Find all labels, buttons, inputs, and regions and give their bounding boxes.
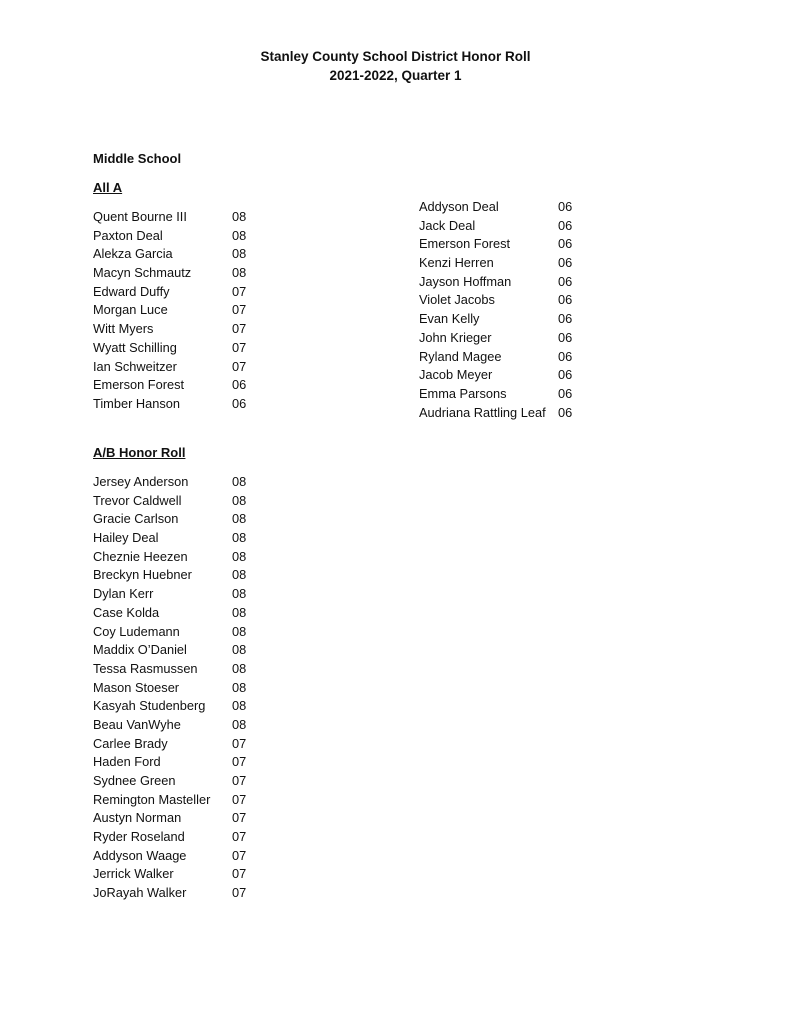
list-item (419, 404, 589, 423)
list-item (93, 376, 263, 395)
grade-level: 06 (558, 329, 573, 345)
grade-level: 07 (232, 339, 247, 355)
list-item (93, 320, 263, 339)
list-item (419, 291, 589, 310)
list-item (93, 208, 263, 227)
all-a-continued-list (419, 198, 589, 422)
list-item (93, 395, 263, 414)
grade-level: 06 (558, 311, 573, 327)
student-name: Morgan Luce (93, 302, 168, 318)
grade-level: 06 (558, 199, 573, 214)
list-item (93, 623, 263, 642)
grade-level: 06 (558, 385, 573, 401)
student-name: Macyn Schmautz (93, 265, 192, 281)
student-name: Mason Stoeser (93, 679, 180, 695)
grade-level: 08 (232, 679, 247, 695)
grade-level: 06 (558, 255, 573, 271)
student-name: Tessa Rasmussen (93, 660, 198, 676)
grade-level: 08 (232, 227, 247, 243)
student-name: Ryland Magee (419, 348, 502, 364)
student-name: Witt Myers (93, 321, 154, 337)
student-name: Hailey Deal (93, 530, 159, 546)
grade-level: 08 (232, 642, 247, 658)
title-line-2: 2021-2022, Quarter 1 (329, 68, 462, 83)
list-item (419, 329, 589, 348)
grade-level: 08 (232, 246, 247, 262)
student-name: Kasyah Studenberg (93, 698, 206, 714)
student-name: Trevor Caldwell (93, 492, 182, 508)
ab-honor-roll-list (93, 473, 263, 903)
grade-level: 08 (232, 660, 247, 676)
student-name: Cheznie Heezen (93, 548, 188, 564)
list-item (93, 772, 263, 791)
grade-level: 06 (558, 404, 573, 420)
list-item (93, 735, 263, 754)
student-name: Carlee Brady (93, 735, 168, 751)
list-item (419, 310, 589, 329)
grade-level: 07 (232, 358, 247, 374)
grade-level: 06 (558, 217, 573, 233)
list-item (419, 217, 589, 236)
grade-level: 06 (558, 273, 573, 289)
student-name: Ryder Roseland (93, 829, 185, 845)
student-name: Jerrick Walker (93, 866, 174, 882)
list-item (93, 301, 263, 320)
list-item (93, 865, 263, 884)
student-name: Emerson Forest (419, 236, 511, 252)
student-name: Timber Hanson (93, 395, 181, 411)
student-name: Violet Jacobs (419, 292, 495, 308)
student-name: Jersey Anderson (93, 474, 189, 489)
grade-level: 06 (558, 367, 573, 383)
grade-level: 06 (558, 236, 573, 252)
grade-level: 08 (232, 604, 247, 620)
all-a-list (93, 208, 263, 414)
student-name: Paxton Deal (93, 227, 163, 243)
heading-ab-honor-roll: A/B Honor Roll (93, 445, 186, 460)
list-item (93, 283, 263, 302)
list-item (419, 235, 589, 254)
list-item (93, 566, 263, 585)
student-name: Coy Ludemann (93, 623, 180, 639)
list-item (419, 273, 589, 292)
student-name: Jack Deal (419, 217, 476, 233)
list-item (419, 385, 589, 404)
list-item (93, 473, 263, 492)
grade-level: 07 (232, 302, 247, 318)
list-item (93, 510, 263, 529)
student-name: Wyatt Schilling (93, 339, 177, 355)
list-item (93, 679, 263, 698)
student-name: Austyn Norman (93, 810, 182, 826)
grade-level: 06 (232, 395, 247, 411)
student-name: Kenzi Herren (419, 255, 494, 271)
list-item (93, 339, 263, 358)
list-item (419, 198, 589, 217)
list-item (93, 264, 263, 283)
grade-level: 07 (232, 321, 247, 337)
list-item (93, 809, 263, 828)
grade-level: 07 (232, 829, 247, 845)
grade-level: 08 (232, 586, 247, 602)
grade-level: 08 (232, 265, 247, 281)
grade-level: 07 (232, 810, 247, 826)
grade-level: 07 (232, 847, 247, 863)
list-item (419, 366, 589, 385)
grade-level: 07 (232, 283, 247, 299)
list-item (419, 348, 589, 367)
student-name: Dylan Kerr (93, 586, 154, 602)
grade-level: 08 (232, 548, 247, 564)
title-line-1: Stanley County School District Honor Roll (260, 49, 531, 64)
grade-level: 08 (232, 474, 247, 489)
student-name: Gracie Carlson (93, 511, 179, 527)
heading-all-a: All A (93, 180, 123, 195)
grade-level: 08 (232, 623, 247, 639)
grade-level: 06 (232, 377, 247, 393)
list-item (93, 753, 263, 772)
grade-level: 08 (232, 698, 247, 714)
student-name: Jacob Meyer (419, 367, 493, 383)
student-name: Haden Ford (93, 754, 161, 770)
list-item (93, 828, 263, 847)
grade-level: 07 (232, 791, 247, 807)
section-heading-middle-school: Middle School (93, 151, 182, 166)
student-name: Emma Parsons (419, 385, 507, 401)
list-item (93, 492, 263, 511)
list-item (93, 791, 263, 810)
list-item (93, 884, 263, 903)
student-name: John Krieger (419, 329, 492, 345)
student-name: Ian Schweitzer (93, 358, 177, 374)
grade-level: 07 (232, 885, 247, 901)
list-item (93, 847, 263, 866)
student-name: Sydnee Green (93, 773, 176, 788)
grade-level: 08 (232, 209, 247, 224)
list-item (93, 641, 263, 660)
student-name: Remington Masteller (93, 791, 211, 807)
grade-level: 06 (558, 292, 573, 308)
grade-level: 07 (232, 866, 247, 882)
list-item (419, 254, 589, 273)
list-item (93, 716, 263, 735)
list-item (93, 227, 263, 246)
grade-level: 08 (232, 530, 247, 546)
list-item (93, 358, 263, 377)
student-name: Addyson Deal (419, 199, 499, 214)
student-name: Jayson Hoffman (419, 273, 512, 289)
student-name: Quent Bourne III (93, 209, 187, 224)
list-item (93, 529, 263, 548)
list-item (93, 245, 263, 264)
student-name: Breckyn Huebner (93, 567, 192, 583)
student-name: Edward Duffy (93, 283, 170, 299)
student-name: Audriana Rattling Leaf (419, 404, 546, 420)
student-name: Emerson Forest (93, 377, 185, 393)
student-name: Addyson Waage (93, 847, 187, 863)
student-name: Evan Kelly (419, 311, 480, 327)
grade-level: 08 (232, 567, 247, 583)
list-item (93, 604, 263, 623)
grade-level: 08 (232, 511, 247, 527)
student-name: JoRayah Walker (93, 885, 187, 901)
document-title (0, 47, 791, 85)
list-item (93, 548, 263, 567)
grade-level: 08 (232, 716, 247, 732)
student-name: Alekza Garcia (93, 246, 173, 262)
student-name: Case Kolda (93, 604, 160, 620)
grade-level: 07 (232, 754, 247, 770)
grade-level: 07 (232, 735, 247, 751)
grade-level: 07 (232, 773, 247, 788)
list-item (93, 697, 263, 716)
grade-level: 06 (558, 348, 573, 364)
student-name: Beau VanWyhe (93, 716, 181, 732)
list-item (93, 585, 263, 604)
grade-level: 08 (232, 492, 247, 508)
student-name: Maddix O’Daniel (93, 642, 187, 658)
list-item (93, 660, 263, 679)
